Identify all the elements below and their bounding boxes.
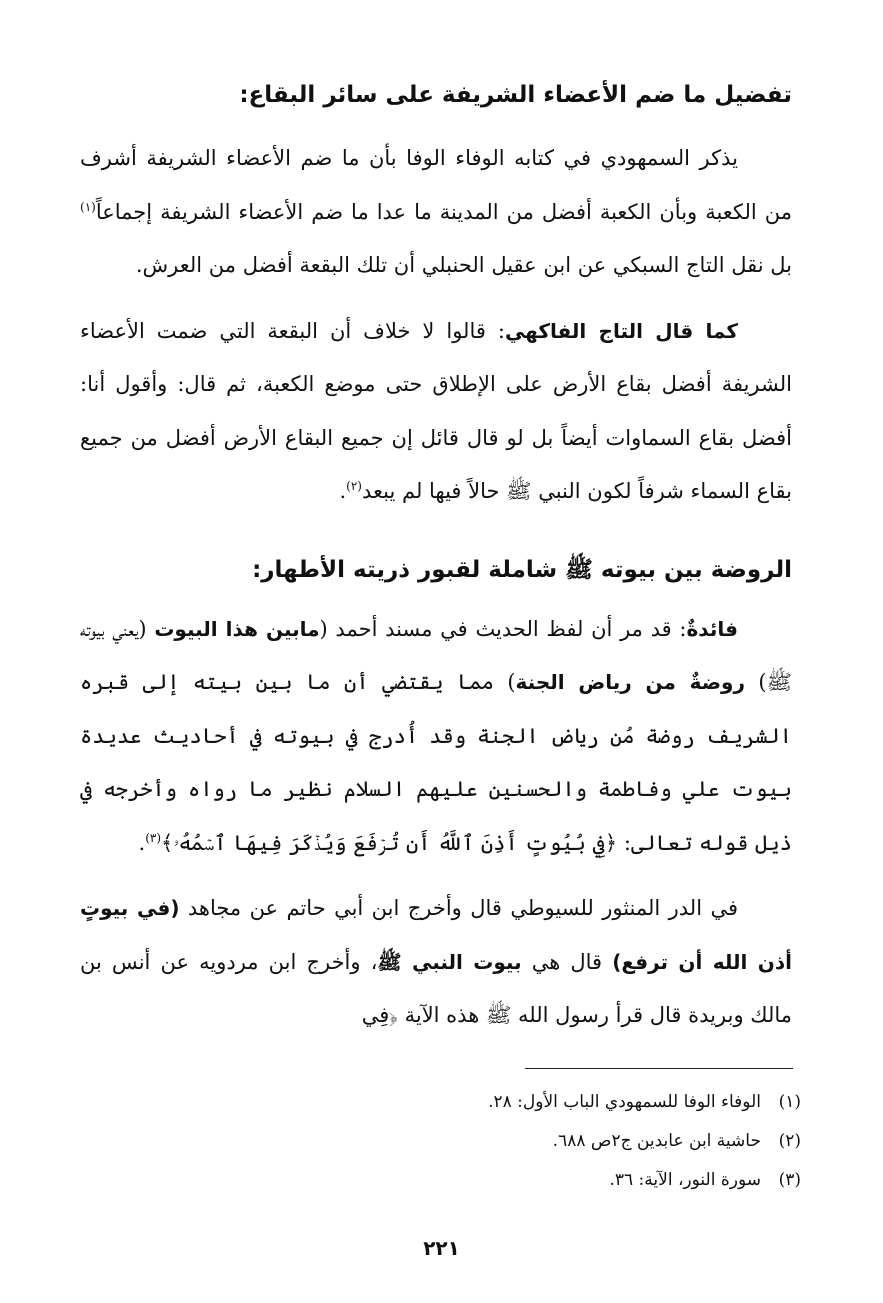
footnote-2: [151, 1131, 801, 1151]
paragraph-text: (يعني بيوته ﷺ): [80, 616, 792, 694]
paragraph-text: بل نقل التاج السبكي عن ابن عقيل الحنبلي أن تلك البقعة أفضل من العرش.: [135, 253, 792, 277]
paragraph-faida: [80, 603, 792, 871]
footnote-text: الوفاء الوفا للسمهودي الباب الأول: ٢٨.: [488, 1092, 761, 1112]
paragraph-text: قال هي: [521, 949, 613, 974]
footnote-ref: (٣): [145, 830, 162, 845]
paragraph-text: يذكر السمهودي في كتابه الوفاء الوفا بأن ما ضم الأعضاء الشريفة أشرف من الكعبة وبأن الكعبة أفضل من المدينة ما عدا ما ضم الأعضاء الشريفة إجماعاً: [80, 146, 792, 224]
paragraph-text: ، وأخرج ابن مردويه عن أنس بن مالك وبريدة قال قرأ رسول الله ﷺ هذه الآية ﴿فِي: [80, 949, 792, 1027]
footnote-divider: [525, 1068, 793, 1069]
paragraph-fakihi: [80, 305, 792, 519]
bold-quote: بيوت النبي ﷺ: [377, 949, 522, 974]
paragraph-text: ) مما يقتضي أن ما بين بيته إلى قبره الشريف روضة مُن رياض الجنة وقد أُدرج في بيوته في أحاديث عديدة بيوت علي وفاطمة والحسنين عليهم السلام نظير ما رواه وأخرجه في ذيل قوله تعالى: ﴿فِي بُيُوتٍ أَذِنَ ٱللَّهُ أَن تُرۡفَعَ وَيُذۡكَرَ فِيهَا ٱسۡمُهُۥ﴾: [80, 670, 792, 855]
paragraph-samhudi: [80, 132, 792, 293]
paragraph-durr-manthur: [80, 882, 792, 1043]
heading-rawda: الروضة بين بيوته ﷺ شاملة لقبور ذريته الأطهار:: [252, 556, 792, 583]
footnote-1: [151, 1092, 801, 1112]
bold-quote: روضةٌ من رياض الجنة: [515, 670, 745, 694]
footnote-number: (٢): [778, 1131, 801, 1151]
paragraph-text: في الدر المنثور للسيوطي قال وأخرج ابن أبي حاتم عن مجاهد: [179, 896, 738, 920]
footnote-ref: (٢): [346, 479, 362, 493]
paragraph-text: : قد مر أن لفظ الحديث في مسند أحمد (: [319, 616, 687, 641]
page-body: [80, 70, 792, 1043]
heading-virtue-of-grave: تفضيل ما ضم الأعضاء الشريفة على سائر البقاع:: [239, 82, 792, 108]
footnote-number: (٣): [778, 1170, 801, 1190]
footnote-ref: (١): [80, 199, 96, 214]
footnote-text: سورة النور، الآية: ٣٦.: [609, 1170, 761, 1190]
bold-lead: فائدةٌ: [686, 616, 738, 641]
paragraph-text: : قالوا لا خلاف أن البقعة التي ضمت الأعضاء الشريفة أفضل بقاع الأرض على الإطلاق حتى موضع الكعبة، ثم قال: وأقول أنا: أفضل بقاع السماوات أيضاً بل لو قال قائل إن جميع البقاع الأرض أفضل من جميع بقاع السماء شرفاً لكون النبي ﷺ حالاً فيها لم يبعد: [80, 318, 792, 503]
punctuation: .: [138, 830, 146, 855]
punctuation: .: [339, 479, 347, 503]
page-number: ٢٢١: [423, 1236, 460, 1260]
footnote-text: حاشية ابن عابدين ج٢ص ٦٨٨.: [552, 1131, 761, 1151]
footnote-number: (١): [778, 1092, 801, 1112]
bold-quote: مابين هذا البيوت: [154, 616, 320, 641]
bold-lead: كما قال التاج الفاكهي: [504, 318, 739, 343]
bold-quote: (في بيوتٍ أذن الله أن ترفع): [80, 896, 792, 974]
footnote-3: [151, 1170, 801, 1190]
